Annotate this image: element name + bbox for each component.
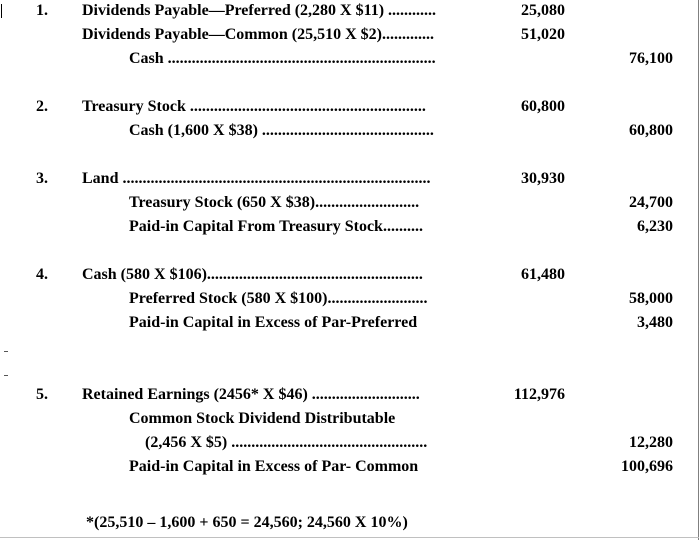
credit-amount: 76,100 bbox=[629, 50, 673, 67]
account-title: Cash (580 X $106)...................................................... bbox=[82, 266, 423, 283]
account-title: Land ............................................................................. bbox=[82, 170, 431, 187]
journal-line bbox=[0, 170, 699, 190]
entry-number: 2. bbox=[36, 98, 48, 115]
account-title: Dividends Payable—Preferred (2,280 X $11) ............ bbox=[82, 2, 437, 19]
credit-amount: 58,000 bbox=[629, 290, 673, 307]
debit-amount: 25,080 bbox=[521, 2, 565, 19]
account-title: Treasury Stock ........................................................... bbox=[82, 98, 426, 115]
account-title: Treasury Stock (650 X $38).......................... bbox=[129, 194, 420, 211]
journal-line bbox=[0, 410, 699, 430]
debit-amount: 60,800 bbox=[521, 98, 565, 115]
entry-number: 3. bbox=[36, 170, 48, 187]
debit-amount: 112,976 bbox=[513, 386, 565, 403]
entry-number: 4. bbox=[36, 266, 48, 283]
journal-line bbox=[0, 314, 699, 334]
account-title: Common Stock Dividend Distributable bbox=[129, 410, 396, 427]
journal-line bbox=[0, 194, 699, 214]
credit-amount: 100,696 bbox=[621, 458, 673, 475]
account-title: Retained Earnings (2456* X $46) ........................... bbox=[82, 386, 420, 403]
account-title: (2,456 X $5) ................................................. bbox=[145, 434, 428, 451]
journal-line bbox=[0, 290, 699, 310]
account-title: Paid-in Capital in Excess of Par- Common bbox=[129, 458, 419, 475]
journal-line bbox=[0, 2, 699, 22]
credit-amount: 6,230 bbox=[637, 218, 673, 235]
journal-line bbox=[0, 266, 699, 286]
journal-line bbox=[0, 386, 699, 406]
journal-line bbox=[0, 98, 699, 118]
account-title: Dividends Payable—Common (25,510 X $2)............. bbox=[82, 26, 435, 43]
journal-line bbox=[0, 50, 699, 70]
account-title: Cash ................................................................... bbox=[129, 50, 436, 67]
entry-number: 5. bbox=[36, 386, 48, 403]
footnote: *(25,510 – 1,600 + 650 = 24,560; 24,560 X 10%) bbox=[86, 514, 408, 531]
credit-amount: 3,480 bbox=[637, 314, 673, 331]
debit-amount: 30,930 bbox=[521, 170, 565, 187]
account-title: Preferred Stock (580 X $100)......................... bbox=[129, 290, 428, 307]
journal-line bbox=[0, 218, 699, 238]
entry-number: 1. bbox=[36, 2, 48, 19]
account-title: Paid-in Capital From Treasury Stock.......... bbox=[129, 218, 423, 235]
margin-tick bbox=[4, 351, 8, 352]
journal-line bbox=[0, 122, 699, 142]
credit-amount: 60,800 bbox=[629, 122, 673, 139]
journal-line bbox=[0, 434, 699, 454]
journal-line bbox=[0, 458, 699, 478]
credit-amount: 24,700 bbox=[629, 194, 673, 211]
journal-line bbox=[0, 26, 699, 46]
account-title: Paid-in Capital in Excess of Par-Preferred bbox=[129, 314, 418, 331]
margin-tick bbox=[4, 375, 8, 376]
page-edge-bottom bbox=[0, 537, 699, 538]
account-title: Cash (1,600 X $38) ........................................... bbox=[129, 122, 434, 139]
credit-amount: 12,280 bbox=[629, 434, 673, 451]
debit-amount: 51,020 bbox=[521, 26, 565, 43]
debit-amount: 61,480 bbox=[521, 266, 565, 283]
